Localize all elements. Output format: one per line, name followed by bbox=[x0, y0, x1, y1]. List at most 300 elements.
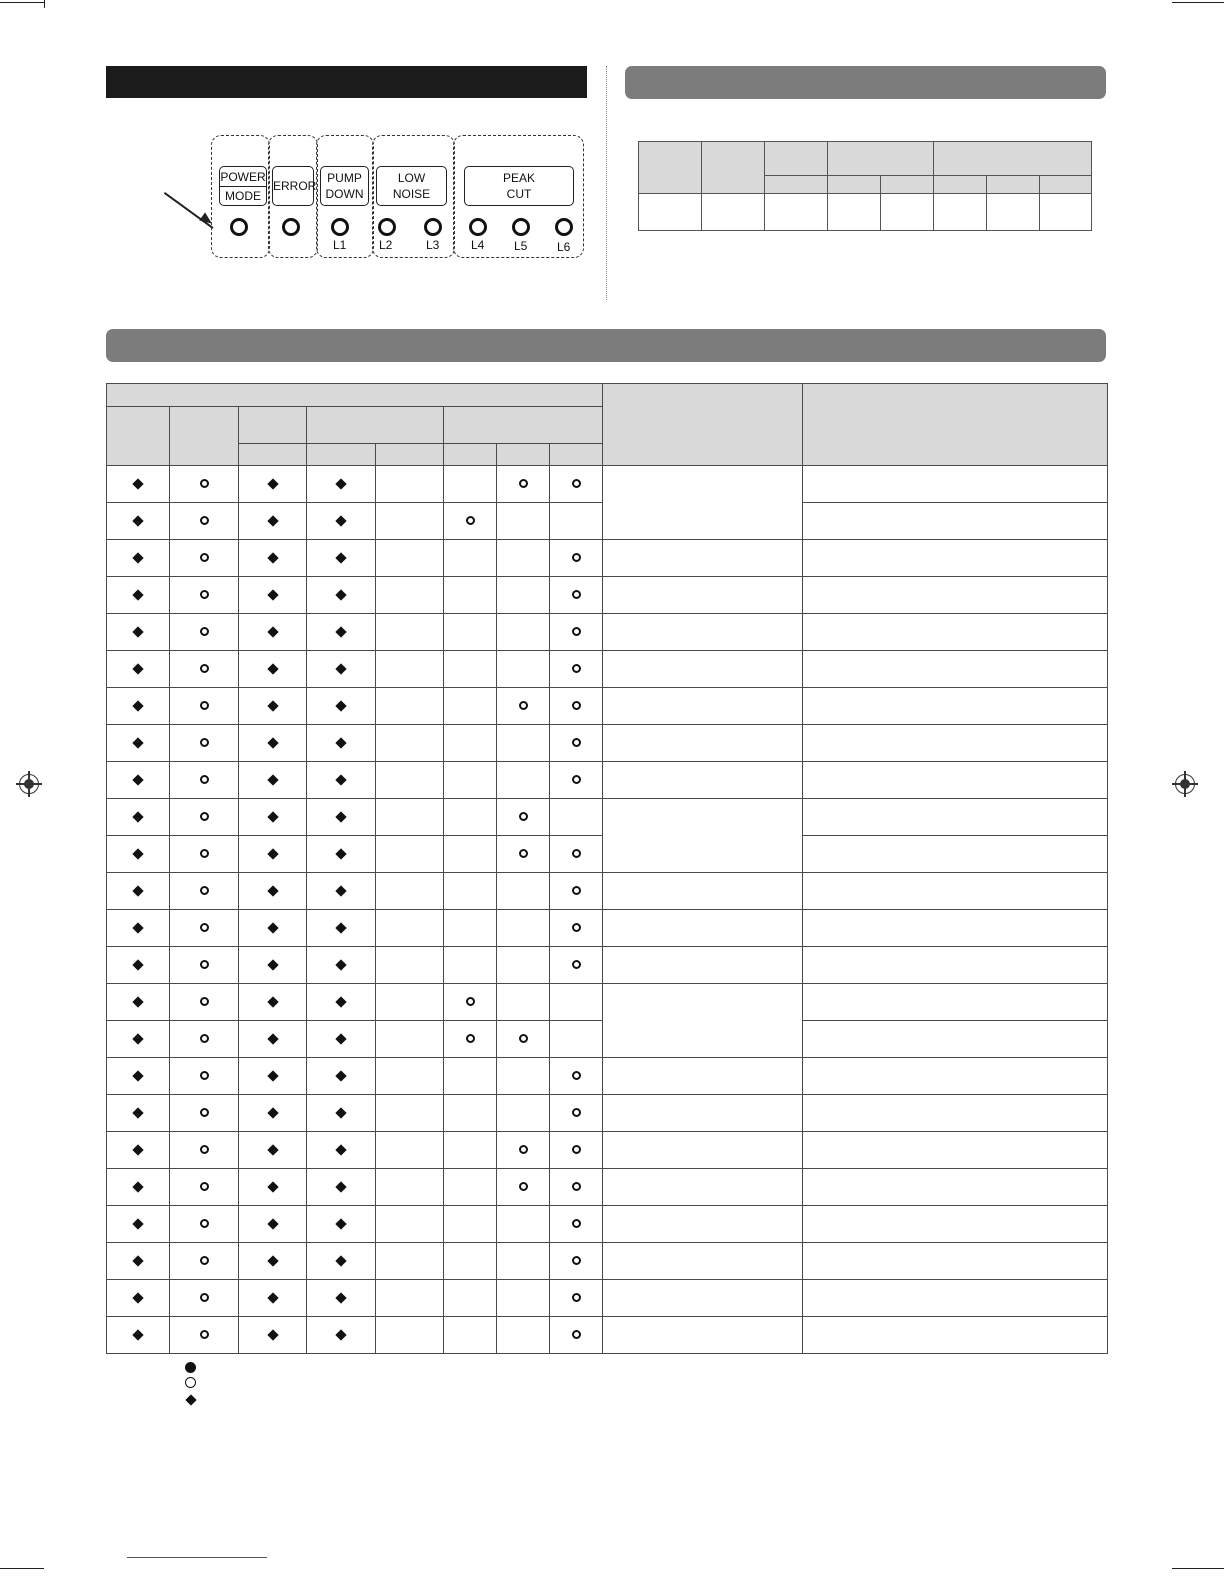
indicator-cell bbox=[239, 1169, 307, 1206]
indicator-cell bbox=[444, 836, 497, 873]
diamond-icon bbox=[132, 737, 143, 748]
diamond-icon bbox=[267, 1070, 278, 1081]
indicator-cell bbox=[444, 1206, 497, 1243]
indicator-cell bbox=[239, 799, 307, 836]
summary-cell bbox=[934, 194, 987, 231]
diamond-icon bbox=[132, 811, 143, 822]
indicator-cell bbox=[444, 1243, 497, 1280]
diamond-icon bbox=[335, 663, 346, 674]
remarks-cell bbox=[803, 1095, 1108, 1132]
diamond-icon bbox=[267, 515, 278, 526]
indicator-cell bbox=[107, 540, 170, 577]
led-l4-icon bbox=[469, 218, 487, 236]
table-row bbox=[107, 577, 1108, 614]
led-label-l2: L2 bbox=[379, 238, 393, 252]
remarks-cell bbox=[803, 725, 1108, 762]
indicator-cell bbox=[307, 1317, 376, 1354]
indicator-cell bbox=[170, 873, 239, 910]
table-row bbox=[107, 1317, 1108, 1354]
indicator-cell bbox=[550, 540, 603, 577]
table-row bbox=[107, 725, 1108, 762]
indicator-cell bbox=[376, 466, 444, 503]
open-circle-icon bbox=[200, 1145, 209, 1154]
indicator-cell bbox=[376, 577, 444, 614]
remarks-cell bbox=[803, 1280, 1108, 1317]
indicator-cell bbox=[444, 873, 497, 910]
indicator-cell bbox=[107, 503, 170, 540]
indicator-cell bbox=[307, 725, 376, 762]
summary-subheader-cell bbox=[934, 176, 987, 194]
indicator-cell bbox=[170, 466, 239, 503]
indicator-cell bbox=[497, 614, 550, 651]
pump-label-text: PUMP bbox=[327, 171, 362, 185]
indicator-cell bbox=[307, 910, 376, 947]
diamond-icon bbox=[267, 478, 278, 489]
open-circle-icon bbox=[200, 664, 209, 673]
description-cell bbox=[603, 1317, 803, 1354]
indicator-cell bbox=[497, 1317, 550, 1354]
section-header-bar-right bbox=[625, 66, 1106, 99]
open-circle-icon bbox=[200, 1219, 209, 1228]
remarks-cell bbox=[803, 1317, 1108, 1354]
indicator-cell bbox=[497, 688, 550, 725]
diamond-icon bbox=[335, 1292, 346, 1303]
indicator-cell bbox=[170, 614, 239, 651]
l6-column-header bbox=[550, 444, 603, 466]
table-row bbox=[107, 540, 1108, 577]
diamond-icon bbox=[132, 1070, 143, 1081]
diamond-icon bbox=[335, 811, 346, 822]
indicator-cell bbox=[550, 1021, 603, 1058]
indicator-cell bbox=[376, 910, 444, 947]
diamond-icon bbox=[335, 922, 346, 933]
open-circle-icon bbox=[200, 1182, 209, 1191]
indicator-cell bbox=[376, 984, 444, 1021]
indicator-cell bbox=[107, 1317, 170, 1354]
legend-diamond-icon bbox=[185, 1394, 196, 1405]
remarks-cell bbox=[803, 799, 1108, 836]
diamond-icon bbox=[267, 626, 278, 637]
summary-header-cell bbox=[702, 142, 765, 194]
diamond-icon bbox=[335, 848, 346, 859]
indicator-cell bbox=[107, 836, 170, 873]
indicator-cell bbox=[497, 799, 550, 836]
indicator-cell bbox=[550, 577, 603, 614]
table-row bbox=[107, 1280, 1108, 1317]
open-circle-icon bbox=[200, 516, 209, 525]
diamond-icon bbox=[132, 1107, 143, 1118]
indicator-cell bbox=[497, 503, 550, 540]
indicator-cell bbox=[307, 1058, 376, 1095]
indicator-cell bbox=[376, 725, 444, 762]
peak-cut-label bbox=[464, 166, 574, 206]
open-circle-icon bbox=[466, 997, 475, 1006]
indicator-cell bbox=[497, 1206, 550, 1243]
remarks-cell bbox=[803, 910, 1108, 947]
l4-column-header bbox=[444, 444, 497, 466]
l2-column-header bbox=[307, 444, 376, 466]
summary-header-cell bbox=[765, 142, 828, 176]
remarks-cell bbox=[803, 540, 1108, 577]
indicator-cell bbox=[107, 910, 170, 947]
diamond-icon bbox=[335, 737, 346, 748]
indicator-cell bbox=[107, 577, 170, 614]
indicator-cell bbox=[170, 762, 239, 799]
indicator-cell bbox=[376, 1206, 444, 1243]
open-circle-icon bbox=[200, 553, 209, 562]
diamond-icon bbox=[267, 737, 278, 748]
table-row bbox=[107, 947, 1108, 984]
led-l5-icon bbox=[512, 218, 530, 236]
indicator-cell bbox=[497, 1132, 550, 1169]
remarks-cell bbox=[803, 762, 1108, 799]
error-label-text: ERROR bbox=[273, 179, 317, 193]
open-circle-icon bbox=[572, 1108, 581, 1117]
open-circle-icon bbox=[572, 590, 581, 599]
indicator-cell bbox=[307, 1280, 376, 1317]
indicator-cell bbox=[307, 651, 376, 688]
description-cell bbox=[603, 910, 803, 947]
indicator-cell bbox=[497, 947, 550, 984]
indicator-cell bbox=[444, 651, 497, 688]
indicator-cell bbox=[497, 1280, 550, 1317]
indicator-cell bbox=[107, 873, 170, 910]
open-circle-icon bbox=[572, 701, 581, 710]
summary-header-cell bbox=[639, 142, 702, 194]
table-row bbox=[107, 466, 1108, 503]
indicator-cell bbox=[170, 1280, 239, 1317]
diamond-icon bbox=[132, 478, 143, 489]
open-circle-icon bbox=[519, 849, 528, 858]
open-circle-icon bbox=[572, 479, 581, 488]
diamond-icon bbox=[267, 922, 278, 933]
open-circle-icon bbox=[572, 1293, 581, 1302]
indicator-cell bbox=[170, 910, 239, 947]
diamond-icon bbox=[132, 515, 143, 526]
power-mode-column-header bbox=[107, 407, 170, 466]
indicator-cell bbox=[239, 503, 307, 540]
diamond-icon bbox=[132, 1144, 143, 1155]
indicator-cell bbox=[376, 1317, 444, 1354]
led-label-l6: L6 bbox=[557, 240, 571, 254]
indicator-cell bbox=[239, 540, 307, 577]
indicator-cell bbox=[239, 577, 307, 614]
indicator-cell bbox=[307, 799, 376, 836]
error-label bbox=[272, 166, 317, 206]
remarks-cell bbox=[803, 1058, 1108, 1095]
open-circle-icon bbox=[572, 1256, 581, 1265]
pump-down-label bbox=[320, 166, 369, 206]
indicator-cell bbox=[170, 1169, 239, 1206]
led-l2-icon bbox=[378, 218, 396, 236]
table-row bbox=[107, 1206, 1108, 1243]
diamond-icon bbox=[132, 552, 143, 563]
indicator-cell bbox=[107, 1243, 170, 1280]
indicator-cell bbox=[107, 1169, 170, 1206]
description-cell bbox=[603, 466, 803, 540]
open-circle-icon bbox=[572, 886, 581, 895]
remarks-cell bbox=[803, 503, 1108, 540]
open-circle-icon bbox=[200, 923, 209, 932]
indicator-cell bbox=[550, 799, 603, 836]
description-cell bbox=[603, 614, 803, 651]
error-column-header bbox=[170, 407, 239, 466]
indicator-cell bbox=[444, 910, 497, 947]
noise-label-text: NOISE bbox=[392, 187, 431, 201]
indicator-cell bbox=[239, 688, 307, 725]
indicator-cell bbox=[550, 503, 603, 540]
diamond-icon bbox=[267, 1292, 278, 1303]
summary-cell bbox=[987, 194, 1040, 231]
table-row bbox=[107, 1243, 1108, 1280]
indicator-summary-table bbox=[638, 141, 1092, 231]
indicator-cell bbox=[497, 910, 550, 947]
description-cell bbox=[603, 1058, 803, 1095]
remarks-cell bbox=[803, 836, 1108, 873]
low-label-text: LOW bbox=[397, 171, 426, 185]
diamond-icon bbox=[267, 1107, 278, 1118]
diamond-icon bbox=[132, 1181, 143, 1192]
indicator-cell bbox=[444, 577, 497, 614]
indicator-cell bbox=[239, 651, 307, 688]
indicator-cell bbox=[497, 762, 550, 799]
indicator-cell bbox=[550, 910, 603, 947]
table-row bbox=[107, 1095, 1108, 1132]
open-circle-icon bbox=[200, 627, 209, 636]
error-table-body bbox=[107, 466, 1108, 1354]
indicator-cell bbox=[107, 984, 170, 1021]
legend-open-circle-icon bbox=[185, 1377, 196, 1388]
diamond-icon bbox=[132, 1218, 143, 1229]
down-label-text: DOWN bbox=[325, 187, 364, 201]
indicator-cell bbox=[307, 1132, 376, 1169]
open-circle-icon bbox=[200, 775, 209, 784]
indicator-cell bbox=[307, 947, 376, 984]
indicator-cell bbox=[497, 873, 550, 910]
summary-subheader-cell bbox=[881, 176, 934, 194]
indicator-cell bbox=[239, 1132, 307, 1169]
indicator-cell bbox=[170, 947, 239, 984]
table-row bbox=[107, 1169, 1108, 1206]
indicator-cell bbox=[170, 1132, 239, 1169]
led-label-l1: L1 bbox=[333, 238, 347, 252]
indicator-cell bbox=[376, 1243, 444, 1280]
open-circle-icon bbox=[572, 1071, 581, 1080]
table-row bbox=[107, 799, 1108, 836]
diamond-icon bbox=[267, 848, 278, 859]
indicator-cell bbox=[497, 984, 550, 1021]
open-circle-icon bbox=[572, 1182, 581, 1191]
diamond-icon bbox=[335, 885, 346, 896]
open-circle-icon bbox=[200, 1071, 209, 1080]
diamond-icon bbox=[132, 922, 143, 933]
l3-column-header bbox=[376, 444, 444, 466]
indicator-cell bbox=[170, 688, 239, 725]
description-cell bbox=[603, 1206, 803, 1243]
indicator-cell bbox=[307, 466, 376, 503]
indicator-cell bbox=[444, 1280, 497, 1317]
description-cell bbox=[603, 799, 803, 873]
indicator-cell bbox=[550, 725, 603, 762]
description-cell bbox=[603, 1095, 803, 1132]
indicator-cell bbox=[497, 1058, 550, 1095]
open-circle-icon bbox=[572, 1219, 581, 1228]
indicator-cell bbox=[550, 1095, 603, 1132]
indicator-cell bbox=[307, 873, 376, 910]
indicator-cell bbox=[444, 1095, 497, 1132]
indicator-cell bbox=[307, 577, 376, 614]
open-circle-icon bbox=[200, 701, 209, 710]
low-noise-column-header bbox=[307, 407, 444, 444]
indicator-cell bbox=[444, 540, 497, 577]
indicator-cell bbox=[307, 503, 376, 540]
table-row bbox=[107, 910, 1108, 947]
diamond-icon bbox=[132, 1329, 143, 1340]
open-circle-icon bbox=[200, 1108, 209, 1117]
diamond-icon bbox=[335, 1070, 346, 1081]
summary-cell bbox=[765, 194, 828, 231]
diamond-icon bbox=[132, 1033, 143, 1044]
indicator-cell bbox=[170, 577, 239, 614]
description-cell bbox=[603, 1132, 803, 1169]
summary-cell bbox=[881, 194, 934, 231]
error-indication-table bbox=[106, 383, 1108, 1354]
open-circle-icon bbox=[519, 1182, 528, 1191]
error-codes-section-header-bar bbox=[106, 329, 1106, 362]
indicator-cell bbox=[497, 1243, 550, 1280]
indicator-cell bbox=[307, 762, 376, 799]
open-circle-icon bbox=[572, 960, 581, 969]
open-circle-icon bbox=[200, 960, 209, 969]
indicator-cell bbox=[307, 1021, 376, 1058]
indicator-cell bbox=[170, 836, 239, 873]
legend-filled-circle-icon bbox=[185, 1362, 196, 1373]
crop-mark bbox=[0, 2, 44, 3]
diamond-icon bbox=[267, 700, 278, 711]
indicator-cell bbox=[497, 725, 550, 762]
diamond-icon bbox=[335, 589, 346, 600]
diamond-icon bbox=[335, 1144, 346, 1155]
open-circle-icon bbox=[572, 1145, 581, 1154]
led-l1-icon bbox=[331, 218, 349, 236]
indicator-cell bbox=[107, 1058, 170, 1095]
diamond-icon bbox=[335, 959, 346, 970]
indicator-cell bbox=[376, 873, 444, 910]
indicator-cell bbox=[239, 1317, 307, 1354]
diamond-icon bbox=[132, 959, 143, 970]
diamond-icon bbox=[132, 700, 143, 711]
indicator-cell bbox=[239, 1058, 307, 1095]
diamond-icon bbox=[132, 996, 143, 1007]
indicator-cell bbox=[107, 1206, 170, 1243]
indicator-cell bbox=[376, 947, 444, 984]
pump-down-column-header bbox=[239, 407, 307, 444]
column-divider bbox=[606, 66, 607, 300]
description-cell bbox=[603, 1280, 803, 1317]
indicator-cell bbox=[497, 836, 550, 873]
summary-subheader-cell bbox=[987, 176, 1040, 194]
open-circle-icon bbox=[519, 812, 528, 821]
led-l3-icon bbox=[424, 218, 442, 236]
description-column-header bbox=[603, 384, 803, 466]
indicator-cell bbox=[239, 762, 307, 799]
indicator-cell bbox=[444, 984, 497, 1021]
indicator-cell bbox=[550, 1206, 603, 1243]
indicator-cell bbox=[307, 540, 376, 577]
indicator-cell bbox=[307, 1206, 376, 1243]
l1-column-header bbox=[239, 444, 307, 466]
crop-mark bbox=[1172, 1568, 1224, 1569]
open-circle-icon bbox=[519, 479, 528, 488]
description-cell bbox=[603, 540, 803, 577]
indicator-cell bbox=[376, 540, 444, 577]
cut-label-text: CUT bbox=[506, 187, 532, 201]
summary-cell bbox=[639, 194, 702, 231]
description-cell bbox=[603, 984, 803, 1058]
open-circle-icon bbox=[572, 627, 581, 636]
diamond-icon bbox=[267, 1181, 278, 1192]
table-row bbox=[107, 984, 1108, 1021]
indicator-cell bbox=[444, 688, 497, 725]
remarks-cell bbox=[803, 947, 1108, 984]
indicator-cell bbox=[170, 651, 239, 688]
open-circle-icon bbox=[572, 553, 581, 562]
indicator-cell bbox=[497, 1169, 550, 1206]
summary-subheader-cell bbox=[1040, 176, 1092, 194]
indicator-cell bbox=[307, 1169, 376, 1206]
indicator-cell bbox=[497, 1095, 550, 1132]
indicator-cell bbox=[550, 836, 603, 873]
remarks-cell bbox=[803, 688, 1108, 725]
indicator-cell bbox=[444, 1169, 497, 1206]
diamond-icon bbox=[267, 1255, 278, 1266]
diamond-icon bbox=[335, 774, 346, 785]
indicator-cell bbox=[239, 1021, 307, 1058]
summary-subheader-cell bbox=[828, 176, 881, 194]
indicator-cell bbox=[376, 503, 444, 540]
open-circle-icon bbox=[200, 997, 209, 1006]
indicator-cell bbox=[550, 466, 603, 503]
indicator-cell bbox=[550, 651, 603, 688]
indicator-cell bbox=[107, 762, 170, 799]
open-circle-icon bbox=[200, 590, 209, 599]
indicator-cell bbox=[170, 984, 239, 1021]
indicator-cell bbox=[239, 947, 307, 984]
indicator-cell bbox=[239, 873, 307, 910]
remarks-cell bbox=[803, 651, 1108, 688]
indicator-cell bbox=[170, 540, 239, 577]
diamond-icon bbox=[267, 1329, 278, 1340]
diamond-icon bbox=[335, 1033, 346, 1044]
indicator-cell bbox=[376, 688, 444, 725]
indicator-cell bbox=[239, 1095, 307, 1132]
indicator-cell bbox=[550, 873, 603, 910]
indicator-cell bbox=[307, 836, 376, 873]
peak-label-text: PEAK bbox=[502, 171, 535, 185]
diamond-icon bbox=[335, 700, 346, 711]
indicator-cell bbox=[376, 836, 444, 873]
indicator-cell bbox=[239, 984, 307, 1021]
indicator-cell bbox=[239, 910, 307, 947]
open-circle-icon bbox=[572, 738, 581, 747]
table-row bbox=[107, 1132, 1108, 1169]
indicator-cell bbox=[107, 1021, 170, 1058]
registration-mark-icon bbox=[19, 774, 39, 794]
indicator-cell bbox=[170, 1021, 239, 1058]
indicator-cell bbox=[107, 1095, 170, 1132]
indicator-cell bbox=[376, 651, 444, 688]
indicator-cell bbox=[444, 466, 497, 503]
